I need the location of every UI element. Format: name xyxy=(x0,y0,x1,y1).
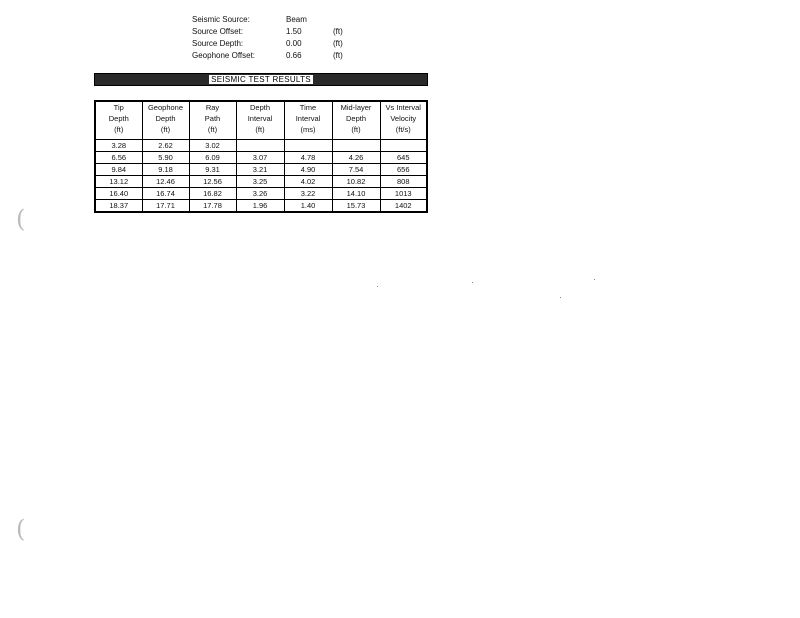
column-header xyxy=(332,101,380,140)
table-row xyxy=(95,164,427,176)
scan-speck xyxy=(472,282,473,283)
param-value: 0.00 xyxy=(286,39,302,48)
table-cell: 4.02 xyxy=(284,176,332,188)
results-banner-title: SEISMIC TEST RESULTS xyxy=(211,75,311,84)
column-header-line: Depth xyxy=(155,114,176,123)
table-cell xyxy=(236,140,284,152)
column-header-line: (ft/s) xyxy=(395,125,411,134)
param-value: Beam xyxy=(286,15,307,24)
table-header xyxy=(95,101,427,140)
table-cell: 10.82 xyxy=(332,176,380,188)
column-header-line: Path xyxy=(204,114,221,123)
table-cell: 3.02 xyxy=(189,140,236,152)
column-header xyxy=(189,101,236,140)
table-row xyxy=(95,188,427,200)
param-value: 0.66 xyxy=(286,51,302,60)
table-cell: 808 xyxy=(380,176,427,188)
table-row xyxy=(95,140,427,152)
param-label: Geophone Offset: xyxy=(192,51,256,60)
column-header xyxy=(236,101,284,140)
table-cell: 5.90 xyxy=(142,152,189,164)
column-header-line: (ft) xyxy=(207,125,218,134)
column-header-line: Depth xyxy=(108,114,129,123)
scan-artifact-mark: ( xyxy=(16,515,26,543)
param-row-seismic-source xyxy=(192,14,392,26)
column-header-line: Ray xyxy=(205,103,220,112)
column-header-line: Mid-layer xyxy=(340,103,372,112)
scan-speck xyxy=(594,279,595,280)
column-header-line: Velocity xyxy=(390,114,417,123)
table-cell: 3.07 xyxy=(236,152,284,164)
table-cell: 2.62 xyxy=(142,140,189,152)
table-cell: 15.73 xyxy=(332,200,380,213)
column-header-line: Tip xyxy=(113,103,124,112)
table-cell: 1402 xyxy=(380,200,427,213)
table-cell: 12.56 xyxy=(189,176,236,188)
table-cell: 3.21 xyxy=(236,164,284,176)
table-cell: 18.37 xyxy=(95,200,142,213)
seismic-results-table xyxy=(94,100,428,213)
table-cell: 16.82 xyxy=(189,188,236,200)
param-unit: (ft) xyxy=(333,27,343,36)
column-header xyxy=(380,101,427,140)
column-header-line: Depth xyxy=(345,114,366,123)
table-cell: 6.56 xyxy=(95,152,142,164)
column-header xyxy=(284,101,332,140)
table-cell: 9.31 xyxy=(189,164,236,176)
param-label: Source Depth: xyxy=(192,39,244,48)
table-cell: 7.54 xyxy=(332,164,380,176)
table-cell: 3.26 xyxy=(236,188,284,200)
table-cell: 14.10 xyxy=(332,188,380,200)
table-cell: 645 xyxy=(380,152,427,164)
table-cell: 3.22 xyxy=(284,188,332,200)
table-cell: 17.78 xyxy=(189,200,236,213)
column-header-line: Geophone xyxy=(147,103,184,112)
column-header xyxy=(142,101,189,140)
table-cell: 4.90 xyxy=(284,164,332,176)
table-cell: 3.28 xyxy=(95,140,142,152)
param-label: Seismic Source: xyxy=(192,15,250,24)
results-banner xyxy=(94,73,428,86)
param-value: 1.50 xyxy=(286,27,302,36)
param-row-geophone-offset xyxy=(192,50,392,62)
table-row xyxy=(95,152,427,164)
table-header-row xyxy=(95,101,427,140)
table-cell: 3.25 xyxy=(236,176,284,188)
table-cell: 1.96 xyxy=(236,200,284,213)
param-row-source-depth xyxy=(192,38,392,50)
column-header-line: Depth xyxy=(249,103,270,112)
table-cell: 4.78 xyxy=(284,152,332,164)
table-cell: 17.71 xyxy=(142,200,189,213)
column-header-line: (ft) xyxy=(160,125,171,134)
table-cell: 1013 xyxy=(380,188,427,200)
table-cell: 9.84 xyxy=(95,164,142,176)
table-body xyxy=(95,140,427,213)
param-unit: (ft) xyxy=(333,39,343,48)
scan-speck xyxy=(560,297,561,298)
column-header-line: (ft) xyxy=(351,125,361,134)
table-cell: 16.74 xyxy=(142,188,189,200)
param-unit: (ft) xyxy=(333,51,343,60)
table-row xyxy=(95,176,427,188)
table-cell xyxy=(332,140,380,152)
param-row-source-offset xyxy=(192,26,392,38)
column-header-line: (ms) xyxy=(300,125,316,134)
column-header-line: (ft) xyxy=(114,125,124,134)
parameters-block xyxy=(192,14,392,62)
table-cell: 6.09 xyxy=(189,152,236,164)
column-header-line: Time xyxy=(299,103,317,112)
column-header-line: Interval xyxy=(247,114,273,123)
table-row xyxy=(95,200,427,213)
table-cell: 9.18 xyxy=(142,164,189,176)
column-header-line: Vs Interval xyxy=(385,103,421,112)
table-cell: 656 xyxy=(380,164,427,176)
table-cell xyxy=(380,140,427,152)
table-cell: 13.12 xyxy=(95,176,142,188)
table-cell: 16.40 xyxy=(95,188,142,200)
table-cell: 1.40 xyxy=(284,200,332,213)
scan-artifact-mark: ( xyxy=(16,205,26,233)
scan-speck xyxy=(377,286,378,287)
table-cell: 4.26 xyxy=(332,152,380,164)
table-cell xyxy=(284,140,332,152)
column-header-line: Interval xyxy=(295,114,321,123)
table-cell: 12.46 xyxy=(142,176,189,188)
param-label: Source Offset: xyxy=(192,27,243,36)
column-header xyxy=(95,101,142,140)
column-header-line: (ft) xyxy=(255,125,265,134)
